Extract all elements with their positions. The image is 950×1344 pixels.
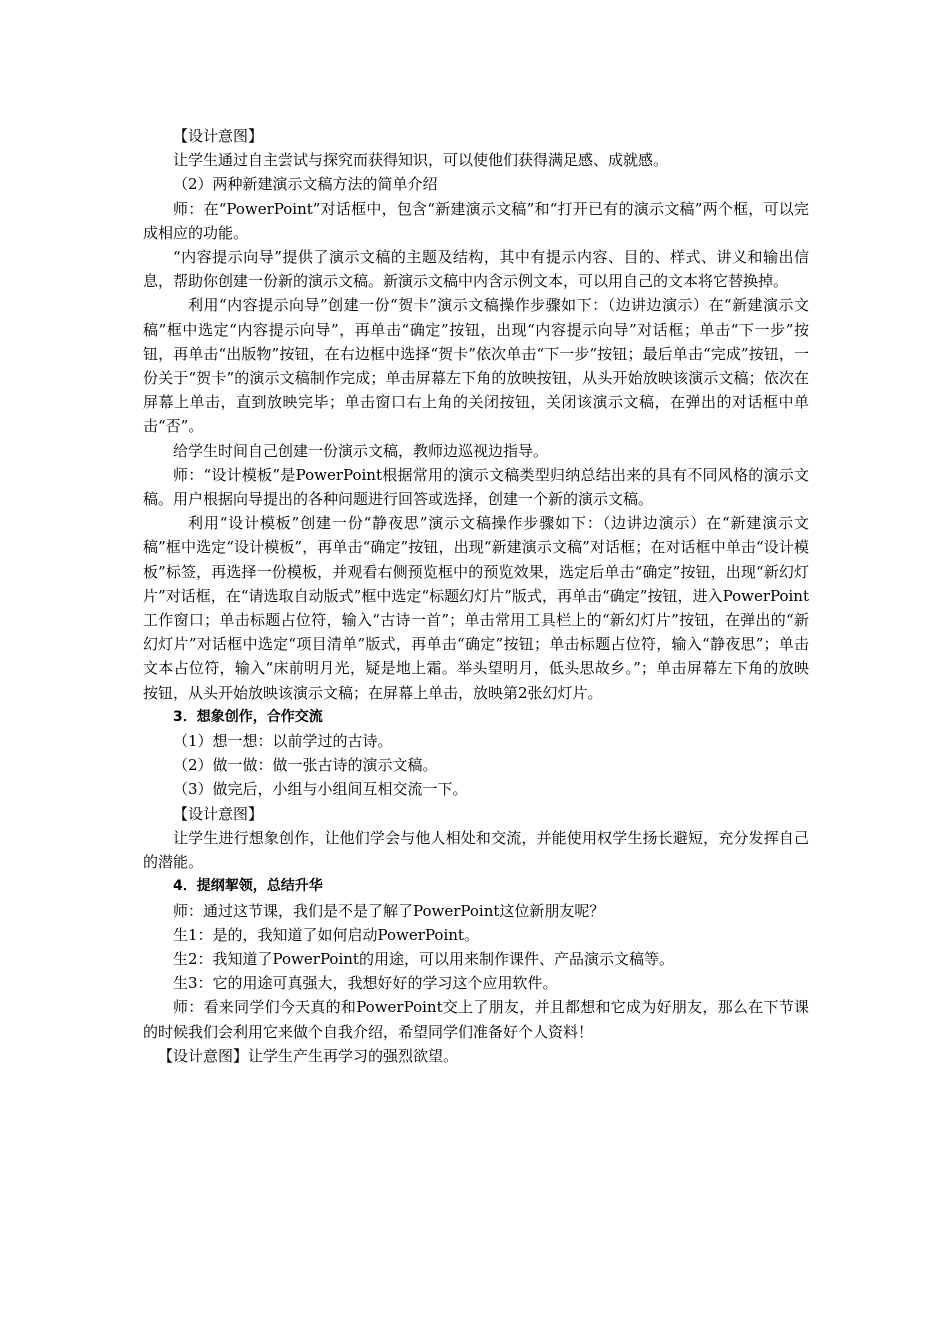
paragraph: 师：“设计模板”是PowerPoint根据常用的演示文稿类型归纳总结出来的具有不同风格的演示文稿。用户根据向导提出的各种问题进行回答或选择，创建一个新的演示文稿。 xyxy=(143,465,809,509)
paragraph: （1）想一想：以前学过的古诗。 xyxy=(173,732,393,751)
paragraph: 【设计意图】 xyxy=(173,127,264,145)
section-heading: 4．提纲挈领，总结升华 xyxy=(173,878,323,895)
paragraph: （2）两种新建演示文稿方法的简单介绍 xyxy=(173,175,438,194)
section-heading: 3．想象创作，合作交流 xyxy=(173,708,323,725)
paragraph: “内容提示向导”提供了演示文稿的主题及结构，其中有提示内容、目的、样式、讲义和输出信息，帮助你创建一份新的演示文稿。新演示文稿中内含示例文本，可以用自己的文本将它替换掉。 xyxy=(143,248,809,291)
paragraph: 生3：它的用途可真强大，我想好好的学习这个应用软件。 xyxy=(173,974,558,993)
paragraph: 【设计意图】 xyxy=(173,804,264,823)
paragraph: 师：看来同学们今天真的和PowerPoint交上了朋友，并且都想和它成为好朋友，那么在下节课的时候我们会利用它来做个自我介绍，希望同学们准备好个人资料！ xyxy=(143,998,809,1041)
paragraph: 生1：是的，我知道了如何启动PowerPoint。 xyxy=(173,925,479,944)
paragraph: 给学生时间自己创建一份演示文稿，教师边巡视边指导。 xyxy=(173,441,549,460)
paragraph: 师：通过这节课，我们是不是了解了PowerPoint这位新朋友呢？ xyxy=(173,901,605,920)
paragraph: 生2：我知道了PowerPoint的用途，可以用来制作课件、产品演示文稿等。 xyxy=(173,949,674,968)
paragraph: 【设计意图】让学生产生再学习的强烈欲望。 xyxy=(158,1046,459,1065)
paragraph: 师：在“PowerPoint”对话框中，包含“新建演示文稿”和“打开已有的演示文稿”两个框，可以完成相应的功能。 xyxy=(143,199,809,242)
paragraph: 让学生进行想象创作，让他们学会与他人相处和交流，并能使用权学生扬长避短，充分发挥自己的潜能。 xyxy=(143,828,809,872)
paragraph: （2）做一做：做一张古诗的演示文稿。 xyxy=(173,756,438,775)
paragraph: 利用“设计模板”创建一份“静夜思”演示文稿操作步骤如下：（边讲边演示）在“新建演示文稿”框中选定“设计模板”，再单击“确定”按钮，出现“新建演示文稿”对话框；在对话框中单击“设计模板”标签，再选择一份模板，并观看右侧预览框中的预览效果，选定后单击“确定”按钮，出现“新幻灯片”对话框，在“请选取自动版式”框中选定“标题幻灯片”版式，再单击“确定”按钮，进入PowerPoint工作窗口；单击标题占位符，输入“古诗一首”；单击常用工具栏上的“新幻灯片”按钮，在弹出的“新幻灯片”对话框中选定“项目清单”版式，再单击“确定”按钮；单击标题占位符，输入“静夜思”；单击文本占位符，输入“床前明月光，疑是地上霜。举头望明月，低头思故乡。”；单击屏幕左下角的放映按钮，从头开始放映该演示文稿；在屏幕上单击，放映第2张幻灯片。 xyxy=(143,514,809,702)
paragraph: 利用“内容提示向导”创建一份“贺卡”演示文稿操作步骤如下：（边讲边演示）在“新建演示文稿”框中选定“内容提示向导”，再单击“确定”按钮，出现“内容提示向导”对话框；单击“下一步”按钮，再单击“出版物”按钮，在右边框中选择“贺卡”依次单击“下一步”按钮；最后单击“完成”按钮，一份关于“贺卡”的演示文稿制作完成；单击屏幕左下角的放映按钮，从头开始放映该演示文稿；依次在屏幕上单击，直到放映完毕；单击窗口右上角的关闭按钮，关闭该演示文稿，在弹出的对话框中单击“否”。 xyxy=(143,296,809,436)
paragraph: 让学生通过自主尝试与探究而获得知识，可以使他们获得满足感、成就感。 xyxy=(173,151,669,170)
document-page xyxy=(143,124,809,1068)
paragraph: （3）做完后，小组与小组间互相交流一下。 xyxy=(173,780,468,799)
